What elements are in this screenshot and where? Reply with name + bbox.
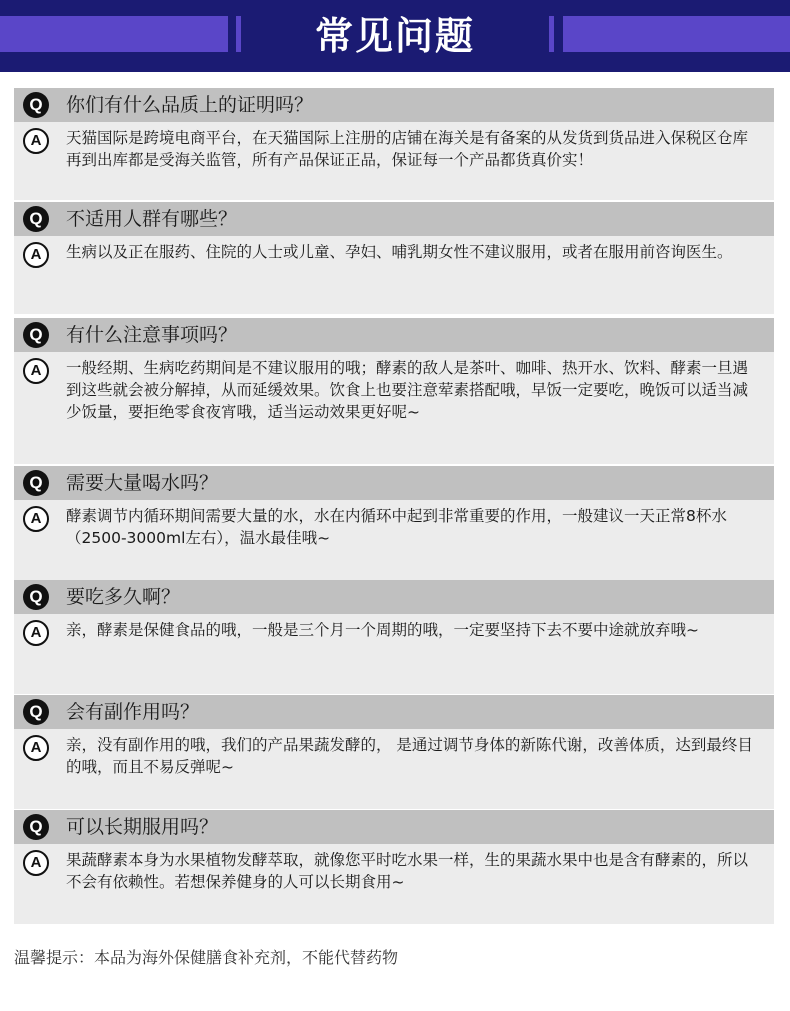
answer-text: 一般经期、生病吃药期间是不建议服用的哦；酵素的敌人是茶叶、咖啡、热开水、饮料、酵素一旦遇到这些就会被分解掉，从而延缓效果。饮食上也要注意荤素搭配哦，早饭一定要吃，晚饭可以适当减少饭量，要拒绝零食夜宵哦，适当运动效果更好呢~ xyxy=(66,359,749,421)
question-text: 你们有什么品质上的证明吗？ xyxy=(66,94,314,116)
answer-box xyxy=(14,729,774,809)
header-banner xyxy=(0,0,790,72)
question-badge-icon: Q xyxy=(23,814,49,840)
answer-badge-icon: A xyxy=(23,128,49,154)
answer-box xyxy=(14,352,774,464)
question-text: 不适用人群有哪些？ xyxy=(66,208,238,230)
answer-text: 酵素调节内循环期间需要大量的水，水在内循环中起到非常重要的作用，一般建议一天正常8杯水（2500-3000ml左右），温水最佳哦~ xyxy=(66,507,727,547)
answer-text: 生病以及正在服药、住院的人士或儿童、孕妇、哺乳期女性不建议服用，或者在服用前咨询医生。 xyxy=(66,243,733,261)
question-row xyxy=(14,318,774,352)
question-row xyxy=(14,695,774,729)
answer-box xyxy=(14,614,774,694)
answer-badge-icon: A xyxy=(23,850,49,876)
question-row xyxy=(14,88,774,122)
answer-text: 天猫国际是跨境电商平台，在天猫国际上注册的店铺在海关是有备案的从发货到货品进入保税区仓库再到出库都是受海关监管，所有产品保证正品，保证每一个产品都货真价实！ xyxy=(66,129,749,169)
answer-box xyxy=(14,500,774,580)
banner-tick-right xyxy=(549,16,554,52)
question-text: 有什么注意事项吗？ xyxy=(66,324,238,346)
question-row xyxy=(14,580,774,614)
answer-badge-icon: A xyxy=(23,242,49,268)
question-text: 会有副作用吗？ xyxy=(66,701,200,723)
answer-badge-icon: A xyxy=(23,506,49,532)
answer-box xyxy=(14,236,774,314)
question-badge-icon: Q xyxy=(23,470,49,496)
question-row xyxy=(14,202,774,236)
question-row xyxy=(14,466,774,500)
banner-stripe-right xyxy=(563,16,790,52)
warm-tip-footer: 温馨提示：本品为海外保健膳食补充剂，不能代替药物 xyxy=(14,948,399,967)
page-title: 常见问题 xyxy=(314,14,475,58)
answer-text: 亲，没有副作用的哦，我们的产品果蔬发酵的， 是通过调节身体的新陈代谢，改善体质，达到最终目的哦，而且不易反弹呢~ xyxy=(66,736,753,776)
banner-tick-left xyxy=(236,16,241,52)
answer-box xyxy=(14,122,774,200)
question-text: 需要大量喝水吗？ xyxy=(66,472,219,494)
question-badge-icon: Q xyxy=(23,584,49,610)
answer-badge-icon: A xyxy=(23,735,49,761)
question-badge-icon: Q xyxy=(23,92,49,118)
answer-badge-icon: A xyxy=(23,620,49,646)
question-row xyxy=(14,810,774,844)
question-text: 可以长期服用吗？ xyxy=(66,816,219,838)
question-badge-icon: Q xyxy=(23,699,49,725)
question-badge-icon: Q xyxy=(23,322,49,348)
banner-stripe-left xyxy=(0,16,228,52)
question-text: 要吃多久啊？ xyxy=(66,586,181,608)
answer-box xyxy=(14,844,774,924)
answer-text: 果蔬酵素本身为水果植物发酵萃取，就像您平时吃水果一样，生的果蔬水果中也是含有酵素的，所以不会有依赖性。若想保养健身的人可以长期食用~ xyxy=(66,851,749,891)
question-badge-icon: Q xyxy=(23,206,49,232)
answer-badge-icon: A xyxy=(23,358,49,384)
answer-text: 亲，酵素是保健食品的哦，一般是三个月一个周期的哦，一定要坚持下去不要中途就放弃哦~ xyxy=(66,621,699,639)
